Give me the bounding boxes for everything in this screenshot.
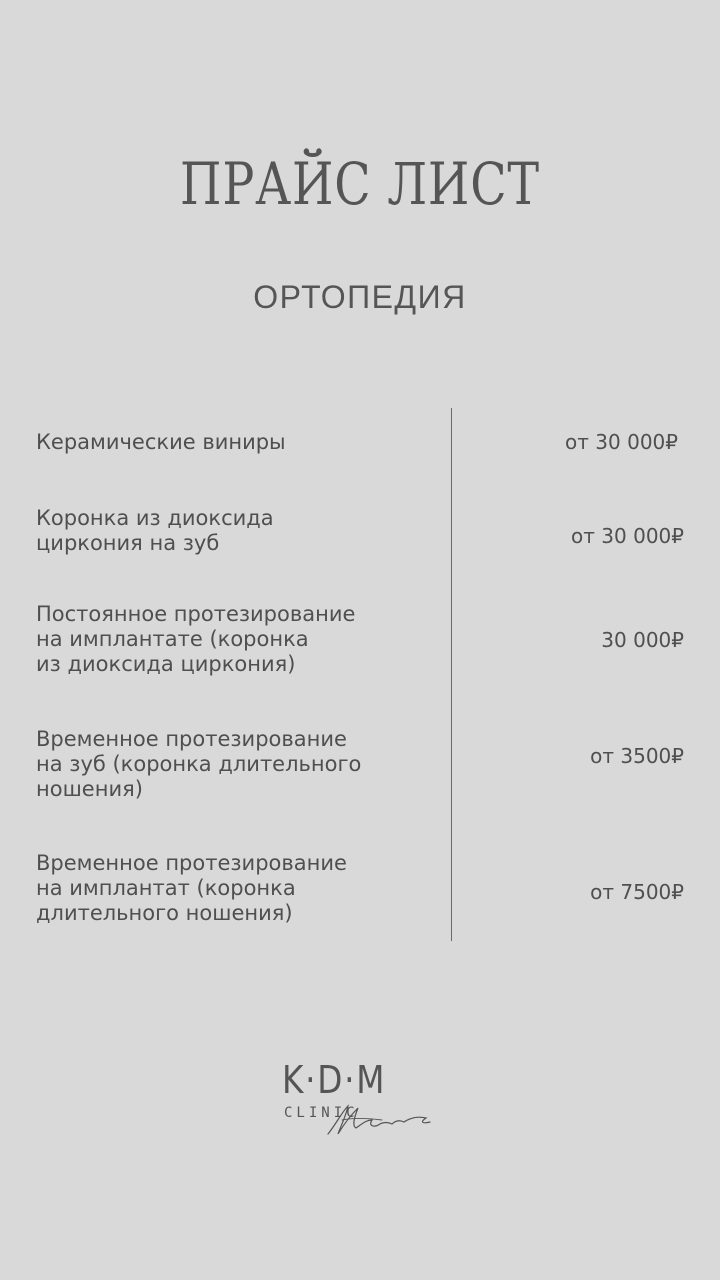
logo-mark: K·D·M	[282, 1058, 387, 1102]
signature-icon	[322, 1098, 442, 1138]
service-price: 30 000₽	[601, 628, 684, 652]
service-name: Временное протезирование на имплантат (коронка длительного ношения)	[36, 851, 347, 925]
service-name: Постоянное протезирование на имплантате (коронка из диоксида циркония)	[36, 602, 356, 676]
service-price: от 3500₽	[590, 744, 684, 768]
service-name: Временное протезирование на зуб (коронка длительного ношения)	[36, 727, 362, 801]
service-name: Коронка из диоксида циркония на зуб	[36, 506, 274, 555]
column-divider	[451, 408, 452, 941]
logo-subtitle: CLINIC	[284, 1105, 359, 1121]
service-price: от 7500₽	[590, 880, 684, 904]
clinic-logo	[280, 1058, 460, 1148]
service-price: от 30 000₽	[565, 430, 678, 454]
page-title: ПРАЙС ЛИСТ	[180, 150, 540, 218]
section-title: ОРТОПЕДИЯ	[253, 279, 467, 315]
service-name: Керамические виниры	[36, 430, 286, 454]
service-price: от 30 000₽	[571, 524, 684, 548]
